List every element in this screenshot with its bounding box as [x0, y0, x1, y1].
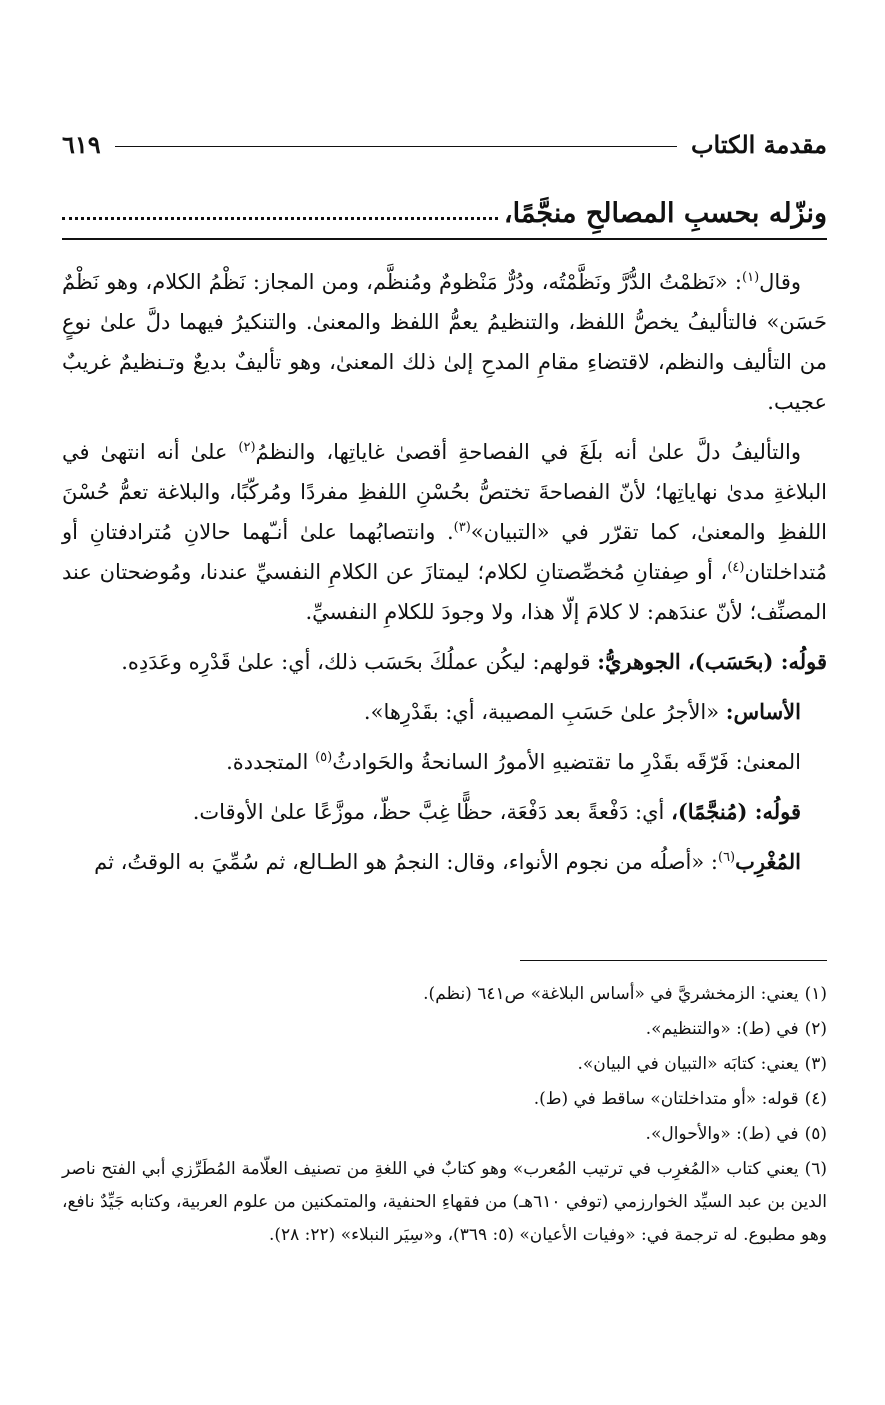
footnote-ref-2: (٢)	[238, 440, 256, 455]
p7-source: المُغْرِب	[735, 849, 801, 874]
footnote-text: يعني: الزمخشريَّ في «أساس البلاغة» ص٦٤١ (نظم).	[423, 984, 799, 1004]
footnote-3	[62, 1048, 827, 1081]
p5-text-1: المعنىٰ: فَرّقَه بقَدْرِ ما تقتضيهِ الأمورُ السانحةُ والحَوادثُ	[332, 750, 801, 774]
paragraph-3	[62, 642, 827, 682]
p2-text-2: علىٰ أنه انتهىٰ في البلاغةِ مدىٰ نهاياتِها؛ لأنّ الفصاحةَ تختصُّ بحُسْنِ اللفظِ مفردًا ومُركّبًا، والبلاغة تعمُّ حُسْنَ اللفظِ والمعنىٰ، كما تقرّر في «التبيان»	[62, 440, 828, 544]
footnote-text: في (ط): «والأحوال».	[645, 1124, 799, 1144]
footnote-rule	[520, 960, 827, 961]
footnotes	[62, 978, 827, 1254]
matn-line	[62, 190, 827, 236]
footnote-6	[62, 1153, 827, 1252]
paragraph-5	[62, 742, 827, 782]
footnote-number: (١)	[804, 984, 827, 1004]
footnote-text: في (ط): «والتنظيم».	[645, 1019, 799, 1039]
paragraph-1	[62, 262, 827, 422]
footnote-ref-3: (٣)	[453, 520, 471, 535]
p1-text-1: وقال	[759, 270, 801, 294]
p5-text-2: المتجددة.	[226, 750, 316, 774]
footnote-text: يعني كتاب «المُغرِب في ترتيب المُعرب» وهو كتابٌ في اللغةِ من تصنيف العلّامة المُطَرِّزي أبي الفتح ناصر الدين بن عبد السيِّد الخوارزمي (توفي ٦١٠هـ) من فقهاءِ الحنفية، والمتمكنين من علوم العربية، وكتابه جَيِّدٌ نافع، وهو مطبوع. له ترجمة في: «وفيات الأعيان» (٥: ٣٦٩)، و«سِيَر النبلاء» (٢٢: ٢٨).	[62, 1159, 827, 1245]
p6-lemma: قولُه: (مُنجَّمًا)،	[671, 799, 801, 824]
footnote-text: قوله: «أو متداخلتان» ساقط في (ط).	[533, 1089, 799, 1109]
footnote-number: (٦)	[804, 1159, 827, 1179]
p1-text-2: : «نَظمْتُ الدُّرَّ ونَظَّمْتُه، ودُرٌّ مَنْظومٌ ومُنظَّم، ومن المجاز: نَظْمُ الكلام، وهو نَظْمٌ حَسَن» فالتأليفُ يخصُّ اللفظ، والتنظيمُ يعمُّ اللفظ والمعنىٰ. والتنكيرُ فيهما دلَّ علىٰ نوعٍ من التأليف والنظم، لاقتضاءِ مقامِ المدحِ إلىٰ ذلك المعنىٰ، وهو تأليفٌ بديعٌ وتـنظيمٌ غريبٌ عجيب.	[62, 270, 827, 414]
header-rule	[115, 146, 677, 147]
p2-text-4: ، أو صِفتانِ مُخصِّصتانِ لكلام؛ ليمتازَ عن الكلامِ النفسيِّ عندنا، ومُوضحتان عند المصنِّف؛ لأنّ عندَهم: لا كلامَ إلّا هذا، ولا وجودَ للكلامِ النفسيِّ.	[62, 560, 827, 624]
paragraph-4	[62, 692, 827, 732]
footnote-number: (٢)	[804, 1019, 827, 1039]
footnote-5	[62, 1118, 827, 1151]
footnote-4	[62, 1083, 827, 1116]
p7-text: : «أصلُه من نجوم الأنواء، وقال: النجمُ هو الطـالع، ثم سُمِّيَ به الوقتُ، ثم	[94, 850, 718, 874]
footnote-ref-1: (١)	[742, 270, 760, 285]
running-title: مقدمة الكتاب	[690, 129, 827, 159]
matn-text: ونزّله بحسبِ المصالحِ منجَّمًا،	[503, 197, 827, 229]
paragraph-7	[62, 842, 827, 882]
p4-text: «الأجرُ علىٰ حَسَبِ المصيبة، أي: بقَدْرِها».	[363, 700, 726, 724]
matn-dots	[62, 217, 498, 220]
paragraph-2	[62, 432, 827, 632]
footnote-number: (٣)	[804, 1054, 827, 1074]
p6-text: أي: دَفْعةً بعد دَفْعَة، حظًّا غِبَّ حظّ، موزَّعًا علىٰ الأوقات.	[192, 800, 672, 824]
p2-text-1: والتأليفُ دلَّ علىٰ أنه بلَغَ في الفصاحةِ أقصىٰ غاياتِها، والنظمُ	[255, 440, 801, 464]
running-header	[62, 124, 827, 164]
footnote-2	[62, 1013, 827, 1046]
p3-text: قولهم: ليكُن عملُكَ بحَسَب ذلك، أي: علىٰ قَدْرِه وعَدَدِه.	[121, 650, 598, 674]
footnote-number: (٥)	[804, 1124, 827, 1144]
paragraph-6	[62, 792, 827, 832]
p4-source: الأساس:	[725, 699, 801, 724]
footnote-ref-4: (٤)	[727, 560, 745, 575]
matn-rule	[62, 238, 827, 240]
page-number: ٦١٩	[62, 129, 101, 159]
commentary-body	[62, 262, 827, 892]
footnote-number: (٤)	[804, 1089, 827, 1109]
footnote-ref-6: (٦)	[717, 850, 736, 865]
footnote-text: يعني: كتابَه «التبيان في البيان».	[577, 1054, 799, 1074]
footnote-ref-5: (٥)	[315, 750, 333, 765]
footnote-1	[62, 978, 827, 1011]
p3-lemma: قولُه: (بحَسَب)، الجوهريُّ:	[597, 649, 827, 674]
p2-text-3: . وانتصابُهما علىٰ أنـّهما حالانِ مُترادفتانِ أو مُتداخلتان	[62, 520, 827, 584]
